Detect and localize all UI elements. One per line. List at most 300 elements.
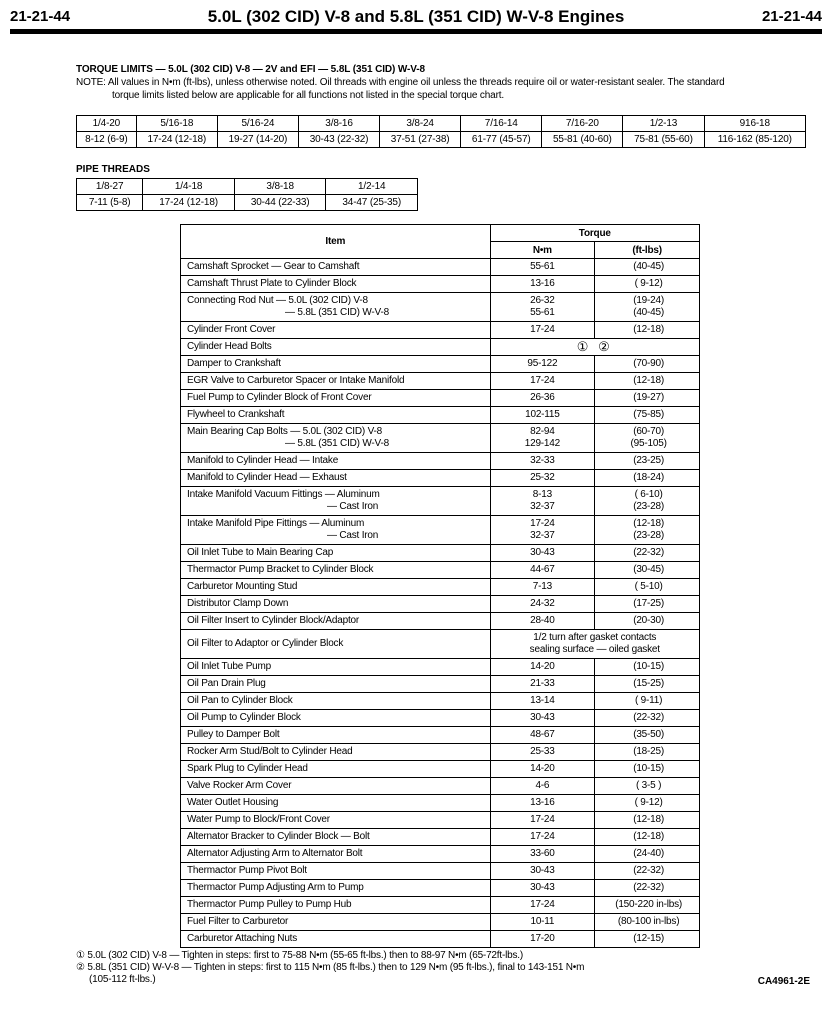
nm-cell (490, 579, 595, 596)
table-row (181, 562, 700, 579)
table-row (181, 487, 700, 516)
ftlbs-value: (22-32) (633, 882, 665, 893)
item-name: Oil Inlet Tube Pump (187, 661, 272, 672)
ftlbs-value: (20-30) (633, 615, 665, 626)
item-cell (181, 676, 491, 693)
item-name: Connecting Rod Nut — 5.0L (302 CID) V-8 (187, 295, 368, 306)
nm-cell (490, 761, 595, 778)
nm-cell (490, 407, 595, 424)
ftlbs-cell (595, 795, 700, 812)
nm-value: 17-24 (530, 831, 555, 842)
nm-cell (490, 676, 595, 693)
item-cell (181, 778, 491, 795)
ftlbs-value: (12-18) (633, 375, 665, 386)
table-row (181, 390, 700, 407)
table-row (181, 829, 700, 846)
thread-size-cell: 3/8-24 (380, 116, 461, 132)
ftlbs-cell (595, 322, 700, 339)
table-row (181, 293, 700, 322)
ftlbs-cell (595, 710, 700, 727)
torque-value-cell: 19-27 (14-20) (217, 132, 298, 148)
table-row (181, 579, 700, 596)
thread-size-row (77, 116, 806, 132)
item-name: Oil Inlet Tube to Main Bearing Cap (187, 547, 334, 558)
thread-size-cell: 5/16-24 (217, 116, 298, 132)
nm-value: 17-24 (530, 899, 555, 910)
note-line-1: NOTE: All values in N•m (ft-lbs), unless otherwise noted. Oil threads with engine oil unless the threads require oil or water-resistant sealer. The standard (76, 77, 725, 88)
table-row (181, 373, 700, 390)
item-cell (181, 897, 491, 914)
nm-value: 33-60 (530, 848, 555, 859)
ftlbs-value: (19-27) (633, 392, 665, 403)
span-note: 1/2 turn after gasket contacts (533, 632, 657, 643)
item-cell (181, 829, 491, 846)
item-name: Main Bearing Cap Bolts — 5.0L (302 CID) V-8 (187, 426, 383, 437)
nm-value: 17-24 (530, 324, 555, 335)
pipe-value-cell: 17-24 (12-18) (143, 195, 235, 211)
ftlbs-value: (80-100 in-lbs) (617, 916, 680, 927)
ftlbs-cell (595, 778, 700, 795)
item-name: Intake Manifold Vacuum Fittings — Aluminum (187, 489, 380, 500)
ftlbs-value: ( 9-12) (634, 278, 663, 289)
ftlbs-cell (595, 812, 700, 829)
table-row (181, 630, 700, 659)
thread-size-cell: 916-18 (704, 116, 805, 132)
nm-cell (490, 562, 595, 579)
ftlbs-value: (75-85) (633, 409, 665, 420)
ftlbs-cell (595, 293, 700, 322)
ftlbs-value: ( 3-5 ) (635, 780, 662, 791)
item-name-variant: — 5.8L (351 CID) W-V-8 (285, 438, 389, 449)
figure-code: CA4961-2E (757, 976, 810, 987)
table-row (181, 356, 700, 373)
nm-value: 10-11 (530, 916, 555, 927)
ftlbs-value: (22-32) (633, 865, 665, 876)
footnote-2: ② 5.8L (351 CID) W-V-8 — Tighten in steps: first to 115 N•m (85 ft-lbs.) then to 129 N•m (95 ft-lbs.), final to 143-151 N•m (76, 962, 585, 973)
column-header-torque: Torque (490, 225, 699, 242)
pipe-size-cell: 1/8-27 (77, 179, 143, 195)
nm-value: 21-33 (530, 678, 555, 689)
ftlbs-cell (595, 390, 700, 407)
thread-size-cell: 1/2-13 (623, 116, 704, 132)
nm-value: 28-40 (530, 615, 555, 626)
nm-value: 7-13 (532, 581, 552, 592)
column-header-nm: N•m (490, 242, 595, 259)
thread-size-cell: 7/16-20 (542, 116, 623, 132)
column-header-ftlbs: (ft-lbs) (595, 242, 700, 259)
nm-value: 30-43 (530, 712, 555, 723)
ftlbs-cell (595, 516, 700, 545)
nm-cell (490, 545, 595, 562)
torque-limits-note (76, 76, 806, 102)
thread-size-cell: 7/16-14 (461, 116, 542, 132)
nm-value-2: 32-37 (530, 530, 555, 541)
nm-cell (490, 931, 595, 948)
table-row (181, 339, 700, 356)
table-row (181, 676, 700, 693)
ftlbs-value: (10-15) (633, 661, 665, 672)
item-name: Pulley to Damper Bolt (187, 729, 280, 740)
table-row (181, 322, 700, 339)
nm-value: 17-24 (530, 814, 555, 825)
item-cell (181, 276, 491, 293)
nm-cell (490, 846, 595, 863)
item-name: Flywheel to Crankshaft (187, 409, 285, 420)
note-line-2: torque limits listed below are applicable for all functions not listed in the special torque chart. (112, 90, 505, 101)
ftlbs-cell (595, 846, 700, 863)
table-row (181, 931, 700, 948)
item-cell (181, 613, 491, 630)
item-cell (181, 710, 491, 727)
table-row (181, 880, 700, 897)
table-row (181, 710, 700, 727)
torque-value-cell: 75-81 (55-60) (623, 132, 704, 148)
item-name: Oil Filter Insert to Cylinder Block/Adaptor (187, 615, 360, 626)
thread-size-cell: 3/8-16 (298, 116, 379, 132)
footnote-1: ① 5.0L (302 CID) V-8 — Tighten in steps: first to 75-88 N•m (55-65 ft-lbs.) then to 88-97 N•m (65-72ft-lbs.) (76, 950, 523, 961)
ftlbs-value: (22-32) (633, 712, 665, 723)
table-row (181, 596, 700, 613)
nm-value: 44-67 (530, 564, 555, 575)
pipe-value-cell: 30-44 (22-33) (234, 195, 326, 211)
table-row (181, 846, 700, 863)
ftlbs-value: (12-18) (633, 518, 665, 529)
ftlbs-value: (19-24) (633, 295, 665, 306)
item-name: Camshaft Sprocket — Gear to Camshaft (187, 261, 360, 272)
page-title: 5.0L (302 CID) V-8 and 5.8L (351 CID) W-V-8 Engines (207, 7, 625, 26)
nm-cell (490, 863, 595, 880)
nm-value: 25-33 (530, 746, 555, 757)
ftlbs-value: ( 9-12) (634, 797, 663, 808)
span-note: ① ② (576, 339, 613, 354)
nm-value: 17-24 (530, 375, 555, 386)
item-name: Cylinder Head Bolts (187, 341, 272, 352)
item-name: Thermactor Pump Adjusting Arm to Pump (187, 882, 364, 893)
ftlbs-value-2: (40-45) (633, 307, 665, 318)
ftlbs-value-2: (23-28) (633, 530, 665, 541)
nm-value: 55-61 (530, 261, 555, 272)
table-row (181, 424, 700, 453)
ftlbs-value: ( 6-10) (634, 489, 663, 500)
nm-value: 4-6 (535, 780, 550, 791)
ftlbs-cell (595, 829, 700, 846)
nm-cell (490, 659, 595, 676)
ftlbs-value: (12-18) (633, 831, 665, 842)
item-cell (181, 846, 491, 863)
ftlbs-cell (595, 579, 700, 596)
thread-size-cell: 5/16-18 (136, 116, 217, 132)
footnotes (76, 950, 776, 986)
pipe-value-row (77, 195, 418, 211)
item-name: Water Pump to Block/Front Cover (187, 814, 330, 825)
item-cell (181, 863, 491, 880)
item-name: Oil Pump to Cylinder Block (187, 712, 301, 723)
ftlbs-value: (60-70) (633, 426, 665, 437)
ftlbs-cell (595, 545, 700, 562)
item-name: Carburetor Mounting Stud (187, 581, 298, 592)
table-row (181, 778, 700, 795)
table-row (181, 613, 700, 630)
item-name: Thermactor Pump Pivot Bolt (187, 865, 307, 876)
item-name: Spark Plug to Cylinder Head (187, 763, 308, 774)
item-cell (181, 516, 491, 545)
item-name: Fuel Filter to Carburetor (187, 916, 289, 927)
nm-value: 30-43 (530, 882, 555, 893)
table-row (181, 453, 700, 470)
nm-cell (490, 322, 595, 339)
nm-value: 102-115 (525, 409, 560, 420)
ftlbs-cell (595, 596, 700, 613)
page-number-right: 21-21-44 (761, 8, 822, 25)
ftlbs-cell (595, 453, 700, 470)
ftlbs-cell (595, 373, 700, 390)
ftlbs-value: (15-25) (633, 678, 665, 689)
table-row (181, 795, 700, 812)
item-cell (181, 407, 491, 424)
item-cell (181, 795, 491, 812)
nm-value: 24-32 (530, 598, 555, 609)
item-cell (181, 545, 491, 562)
torque-limits-table (76, 115, 806, 148)
ftlbs-cell (595, 914, 700, 931)
item-name-variant: — Cast Iron (327, 501, 379, 512)
nm-cell (490, 693, 595, 710)
ftlbs-value: (70-90) (633, 358, 665, 369)
item-name: Oil Pan to Cylinder Block (187, 695, 293, 706)
item-name: Fuel Pump to Cylinder Block of Front Cover (187, 392, 372, 403)
ftlbs-cell (595, 356, 700, 373)
torque-value-cell: 8-12 (6-9) (77, 132, 137, 148)
ftlbs-cell (595, 659, 700, 676)
pipe-threads-table (76, 178, 418, 211)
item-cell (181, 390, 491, 407)
table-row (181, 744, 700, 761)
item-name: Oil Filter to Adaptor or Cylinder Block (187, 638, 344, 649)
nm-cell (490, 613, 595, 630)
ftlbs-cell (595, 470, 700, 487)
ftlbs-value: (150-220 in-lbs) (615, 899, 683, 910)
nm-value: 26-32 (530, 295, 555, 306)
ftlbs-cell (595, 276, 700, 293)
nm-cell (490, 516, 595, 545)
ftlbs-cell (595, 761, 700, 778)
ftlbs-cell (595, 424, 700, 453)
item-cell (181, 931, 491, 948)
torque-value-cell: 30-43 (22-32) (298, 132, 379, 148)
table-row (181, 259, 700, 276)
nm-cell (490, 812, 595, 829)
torque-value-cell: 116-162 (85-120) (704, 132, 805, 148)
nm-cell (490, 778, 595, 795)
special-torque-table (180, 224, 700, 948)
nm-cell (490, 727, 595, 744)
ftlbs-value: ( 9-11) (634, 695, 663, 706)
item-name: Water Outlet Housing (187, 797, 279, 808)
ftlbs-value: (35-50) (633, 729, 665, 740)
nm-value: 48-67 (530, 729, 555, 740)
nm-value: 14-20 (530, 661, 555, 672)
ftlbs-cell (595, 863, 700, 880)
item-name-variant: — Cast Iron (327, 530, 379, 541)
thread-size-cell: 1/4-20 (77, 116, 137, 132)
item-name: Thermactor Pump Pulley to Pump Hub (187, 899, 352, 910)
ftlbs-value: (24-40) (633, 848, 665, 859)
pipe-size-cell: 1/2-14 (326, 179, 418, 195)
nm-value: 8-13 (532, 489, 552, 500)
item-cell (181, 914, 491, 931)
ftlbs-value-2: (23-28) (633, 501, 665, 512)
nm-cell (490, 897, 595, 914)
ftlbs-value: (18-25) (633, 746, 665, 757)
ftlbs-cell (595, 487, 700, 516)
nm-cell (490, 596, 595, 613)
pipe-value-cell: 34-47 (25-35) (326, 195, 418, 211)
ftlbs-cell (595, 693, 700, 710)
nm-cell (490, 259, 595, 276)
nm-value: 95-122 (527, 358, 558, 369)
item-name: Alternator Bracker to Cylinder Block — Bolt (187, 831, 370, 842)
nm-cell (490, 453, 595, 470)
table-row (181, 407, 700, 424)
item-name: Manifold to Cylinder Head — Exhaust (187, 472, 347, 483)
item-cell (181, 579, 491, 596)
item-name: Carburetor Attaching Nuts (187, 933, 298, 944)
table-row (181, 727, 700, 744)
item-cell (181, 356, 491, 373)
nm-value: 17-20 (530, 933, 555, 944)
ftlbs-cell (595, 744, 700, 761)
item-cell (181, 727, 491, 744)
item-cell (181, 761, 491, 778)
torque-value-cell: 61-77 (45-57) (461, 132, 542, 148)
nm-value: 26-36 (530, 392, 555, 403)
item-cell (181, 596, 491, 613)
ftlbs-value: (23-25) (633, 455, 665, 466)
nm-cell (490, 795, 595, 812)
pipe-size-cell: 1/4-18 (143, 179, 235, 195)
item-name: Alternator Adjusting Arm to Alternator Bolt (187, 848, 363, 859)
ftlbs-value: (30-45) (633, 564, 665, 575)
nm-value: 25-32 (530, 472, 555, 483)
torque-limits-title: TORQUE LIMITS — 5.0L (302 CID) V-8 — 2V and EFI — 5.8L (351 CID) W-V-8 (76, 64, 425, 75)
table-row (181, 276, 700, 293)
nm-cell (490, 829, 595, 846)
nm-value: 13-16 (530, 797, 555, 808)
pipe-size-row (77, 179, 418, 195)
nm-cell (490, 880, 595, 897)
ftlbs-cell (595, 727, 700, 744)
nm-value: 13-16 (530, 278, 555, 289)
item-cell (181, 424, 491, 453)
ftlbs-value: (17-25) (633, 598, 665, 609)
pipe-value-cell: 7-11 (5-8) (77, 195, 143, 211)
item-name: Oil Pan Drain Plug (187, 678, 266, 689)
item-name: Manifold to Cylinder Head — Intake (187, 455, 339, 466)
item-cell (181, 470, 491, 487)
ftlbs-cell (595, 880, 700, 897)
nm-value-2: 32-37 (530, 501, 555, 512)
item-name: Cylinder Front Cover (187, 324, 276, 335)
nm-value: 30-43 (530, 547, 555, 558)
header-rule (10, 29, 822, 34)
table-row (181, 693, 700, 710)
table-row (181, 897, 700, 914)
item-cell (181, 744, 491, 761)
ftlbs-value: ( 5-10) (634, 581, 663, 592)
ftlbs-value: (18-24) (633, 472, 665, 483)
nm-value-2: 55-61 (530, 307, 555, 318)
nm-cell (490, 373, 595, 390)
item-cell (181, 487, 491, 516)
item-name: EGR Valve to Carburetor Spacer or Intake Manifold (187, 375, 405, 386)
nm-value: 13-14 (530, 695, 555, 706)
span-cell (490, 630, 699, 659)
ftlbs-value: (40-45) (633, 261, 665, 272)
item-name: Camshaft Thrust Plate to Cylinder Block (187, 278, 357, 289)
column-header-item: Item (181, 225, 491, 259)
table-row (181, 812, 700, 829)
item-cell (181, 812, 491, 829)
ftlbs-cell (595, 407, 700, 424)
ftlbs-value: (10-15) (633, 763, 665, 774)
item-cell (181, 259, 491, 276)
item-name: Rocker Arm Stud/Bolt to Cylinder Head (187, 746, 353, 757)
item-cell (181, 339, 491, 356)
nm-cell (490, 356, 595, 373)
ftlbs-value: (12-18) (633, 324, 665, 335)
nm-cell (490, 710, 595, 727)
item-name: Damper to Crankshaft (187, 358, 281, 369)
item-name-variant: — 5.8L (351 CID) W-V-8 (285, 307, 389, 318)
ftlbs-cell (595, 259, 700, 276)
table-row (181, 659, 700, 676)
item-cell (181, 293, 491, 322)
item-cell (181, 659, 491, 676)
table-row (181, 863, 700, 880)
ftlbs-value: (22-32) (633, 547, 665, 558)
nm-value: 32-33 (530, 455, 555, 466)
nm-value: 82-94 (530, 426, 555, 437)
torque-value-cell: 17-24 (12-18) (136, 132, 217, 148)
nm-cell (490, 470, 595, 487)
ftlbs-cell (595, 562, 700, 579)
item-name: Distributor Clamp Down (187, 598, 289, 609)
nm-cell (490, 293, 595, 322)
table-row (181, 516, 700, 545)
nm-cell (490, 487, 595, 516)
ftlbs-cell (595, 613, 700, 630)
item-cell (181, 693, 491, 710)
nm-value: 17-24 (530, 518, 555, 529)
ftlbs-value: (12-15) (633, 933, 665, 944)
nm-cell (490, 276, 595, 293)
span-cell (490, 339, 699, 356)
item-cell (181, 630, 491, 659)
ftlbs-cell (595, 897, 700, 914)
item-cell (181, 373, 491, 390)
nm-cell (490, 424, 595, 453)
nm-cell (490, 914, 595, 931)
footnote-2-continued: (105-112 ft-lbs.) (89, 974, 156, 985)
torque-value-cell: 55-81 (40-60) (542, 132, 623, 148)
ftlbs-value: (12-18) (633, 814, 665, 825)
page-number-left: 21-21-44 (10, 8, 71, 25)
span-note-2: sealing surface — oiled gasket (529, 644, 660, 655)
item-cell (181, 453, 491, 470)
nm-cell (490, 390, 595, 407)
torque-value-row (77, 132, 806, 148)
nm-value-2: 129-142 (524, 438, 561, 449)
